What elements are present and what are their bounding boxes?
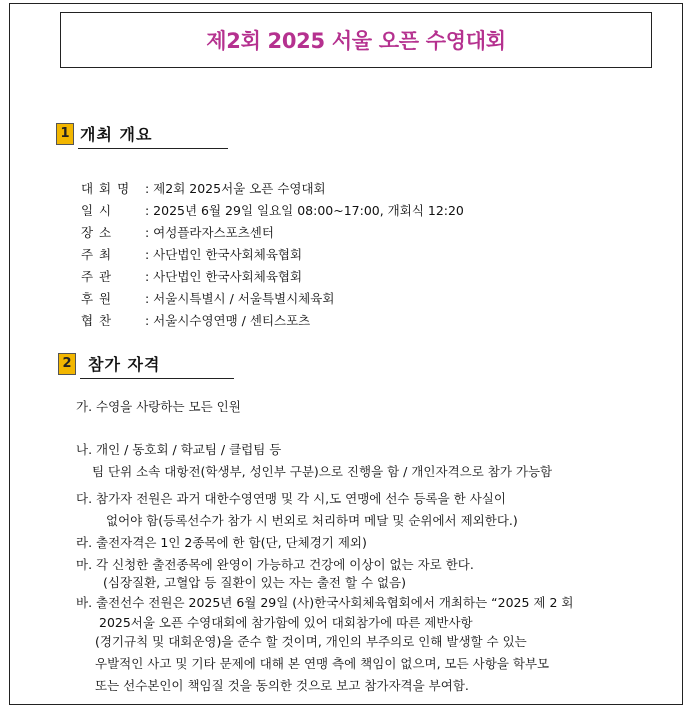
section-underline — [78, 148, 228, 149]
document-page — [9, 3, 683, 705]
eligibility-line: 또는 선수본인이 책임질 것을 동의한 것으로 보고 참가자격을 부여함. — [95, 678, 469, 693]
eligibility-line: (심장질환, 고혈압 등 질환이 있는 자는 출전 할 수 없음) — [103, 575, 407, 590]
eligibility-line: 마. 각 신청한 출전종목에 완영이 가능하고 건강에 이상이 없는 자로 한다. — [76, 557, 474, 572]
eligibility-line: 없어야 함(등록선수가 참가 시 번외로 처리하며 메달 및 순위에서 제외한다.) — [106, 513, 518, 528]
title-box — [60, 12, 652, 68]
overview-row: 일 시 : 2025년 6월 29일 일요일 08:00~17:00, 개회식 12:20 — [81, 203, 464, 218]
eligibility-line: (경기규칙 및 대회운영)을 준수 할 것이며, 개인의 부주의로 인해 발생할 수 있는 — [95, 634, 527, 649]
eligibility-line: 가. 수영을 사랑하는 모든 인원 — [76, 399, 241, 414]
eligibility-line: 팀 단위 소속 대항전(학생부, 성인부 구분)으로 진행을 함 / 개인자격으로 참가 가능함 — [92, 464, 553, 479]
eligibility-line: 다. 참가자 전원은 과거 대한수영연맹 및 각 시,도 연맹에 선수 등록을 한 사실이 — [76, 491, 506, 506]
eligibility-line: 우발적인 사고 및 기타 문제에 대해 본 연맹 측에 책임이 없으며, 모든 사항을 학부모 — [95, 656, 550, 671]
section-header-eligibility — [58, 352, 160, 375]
section-underline — [80, 378, 234, 379]
section-header-overview — [56, 122, 152, 145]
overview-row: 장 소 : 여성플라자스포츠센터 — [81, 225, 274, 240]
overview-row: 주 최 : 사단법인 한국사회체육협회 — [81, 247, 303, 262]
eligibility-line: 라. 출전자격은 1인 2종목에 한 함(단, 단체경기 제외) — [76, 535, 367, 550]
eligibility-line: 바. 출전선수 전원은 2025년 6월 29일 (사)한국사회체육협회에서 개최하는 “2025 제 2 회 — [76, 595, 574, 610]
overview-row: 대 회 명 : 제2회 2025서울 오픈 수영대회 — [81, 181, 326, 196]
overview-row: 후 원 : 서울시특별시 / 서울특별시체육회 — [81, 291, 335, 306]
section-number: 2 — [58, 353, 76, 375]
section-title: 참가 자격 — [88, 355, 161, 374]
page-title: 제2회 2025 서울 오픈 수영대회 — [206, 29, 506, 53]
eligibility-line: 나. 개인 / 동호회 / 학교팀 / 클럽팀 등 — [76, 442, 282, 457]
section-number: 1 — [56, 123, 74, 145]
overview-row: 주 관 : 사단법인 한국사회체육협회 — [81, 269, 303, 284]
section-title: 개최 개요 — [80, 125, 153, 144]
overview-row: 협 찬 : 서울시수영연맹 / 센티스포츠 — [81, 313, 311, 328]
eligibility-line: 2025서울 오픈 수영대회에 참가함에 있어 대회참가에 따른 제반사항 — [99, 615, 473, 630]
